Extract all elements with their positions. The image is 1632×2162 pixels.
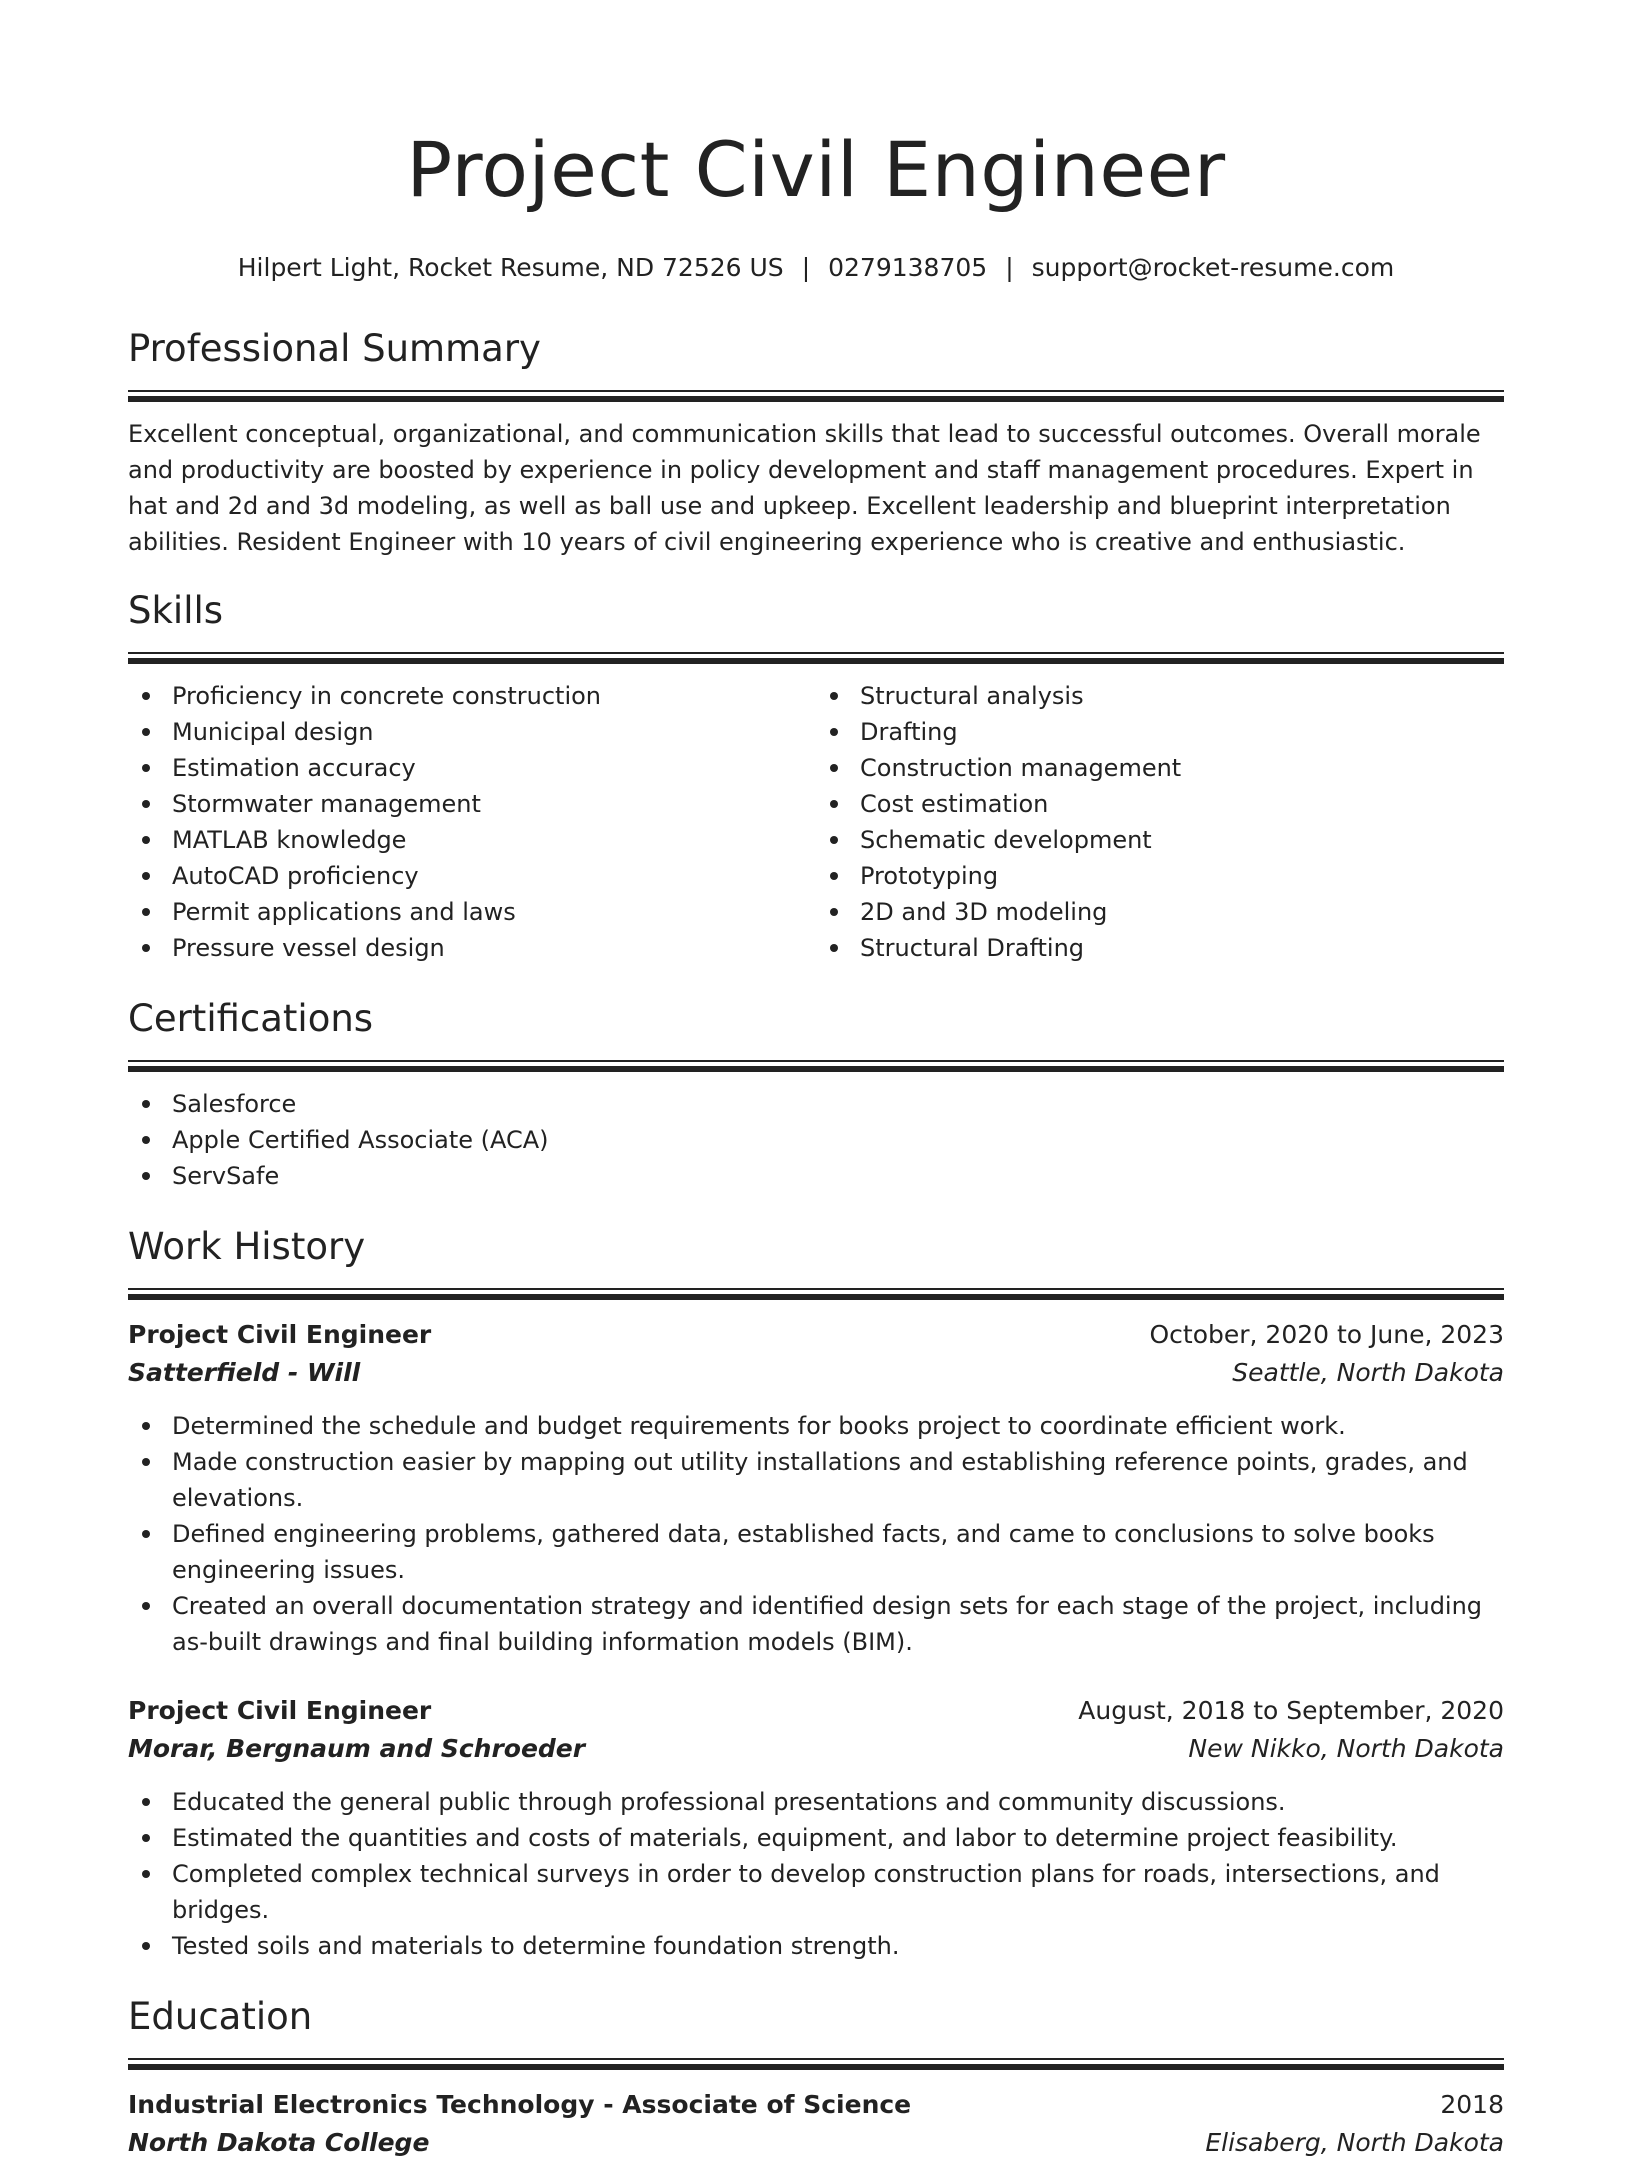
job-header	[128, 1692, 1504, 1730]
certification-item: Apple Certified Associate (ACA)	[128, 1122, 1504, 1158]
job-subheader	[128, 1354, 1504, 1392]
skill-item: Pressure vessel design	[128, 930, 816, 966]
skill-item: Cost estimation	[816, 786, 1504, 822]
education-school: North Dakota College	[128, 2128, 430, 2157]
resume-name: Project Civil Engineer	[406, 125, 1226, 214]
job-bullets	[128, 1408, 1504, 1660]
skill-item: Drafting	[816, 714, 1504, 750]
job-bullet: Defined engineering problems, gathered data, established facts, and came to conclusions to solve books engineering issues.	[128, 1516, 1504, 1588]
job-title: Project Civil Engineer	[128, 1320, 432, 1349]
contact-address: Hilpert Light, Rocket Resume, ND 72526 US	[237, 253, 784, 282]
section-title-education: Education	[128, 1995, 313, 2038]
contact-separator: |	[1005, 253, 1014, 282]
certifications-section	[128, 994, 1504, 1194]
section-divider	[128, 390, 1504, 402]
section-title-certifications: Certifications	[128, 997, 374, 1040]
summary-section	[128, 324, 1504, 560]
work-history-section	[128, 1222, 1504, 1964]
job-subheader	[128, 1730, 1504, 1768]
job-bullet: Completed complex technical surveys in order to develop construction plans for roads, intersections, and bridges.	[128, 1856, 1504, 1928]
education-year: 2018	[1440, 2090, 1504, 2119]
certifications-list	[128, 1086, 1504, 1194]
skill-item: Stormwater management	[128, 786, 816, 822]
job-bullet: Created an overall documentation strategy and identified design sets for each stage of the project, including as-built drawings and final building information models (BIM).	[128, 1588, 1504, 1660]
section-divider	[128, 2058, 1504, 2070]
job-title: Project Civil Engineer	[128, 1696, 432, 1725]
skill-item: Permit applications and laws	[128, 894, 816, 930]
section-divider	[128, 652, 1504, 664]
job-bullets	[128, 1784, 1504, 1964]
section-title-work-history: Work History	[128, 1225, 366, 1268]
job-dates: October, 2020 to June, 2023	[1149, 1320, 1504, 1349]
job-location: Seattle, North Dakota	[1232, 1358, 1504, 1387]
skills-section	[128, 586, 1504, 966]
job-bullet: Made construction easier by mapping out utility installations and establishing reference points, grades, and elevations.	[128, 1444, 1504, 1516]
skill-item: AutoCAD proficiency	[128, 858, 816, 894]
job-bullet: Tested soils and materials to determine foundation strength.	[128, 1928, 1504, 1964]
certification-item: ServSafe	[128, 1158, 1504, 1194]
job-entry	[128, 1692, 1504, 1964]
skill-item: Structural Drafting	[816, 930, 1504, 966]
skill-item: Estimation accuracy	[128, 750, 816, 786]
section-title-skills: Skills	[128, 589, 224, 632]
skills-list-right	[816, 678, 1504, 966]
contact-phone: 0279138705	[828, 253, 988, 282]
job-location: New Nikko, North Dakota	[1188, 1734, 1504, 1763]
job-dates: August, 2018 to September, 2020	[1078, 1696, 1504, 1725]
certification-item: Salesforce	[128, 1086, 1504, 1122]
section-divider	[128, 1060, 1504, 1072]
skill-item: MATLAB knowledge	[128, 822, 816, 858]
contact-line	[128, 250, 1504, 286]
education-location: Elisaberg, North Dakota	[1205, 2128, 1504, 2157]
job-entry	[128, 1316, 1504, 1660]
job-bullet: Educated the general public through professional presentations and community discussions.	[128, 1784, 1504, 1820]
job-company: Morar, Bergnaum and Schroeder	[128, 1734, 586, 1763]
skills-grid	[128, 678, 1504, 966]
education-degree: Industrial Electronics Technology - Associate of Science	[128, 2090, 912, 2119]
education-subheader	[128, 2124, 1504, 2162]
contact-separator: |	[801, 253, 811, 282]
skills-list-left	[128, 678, 816, 966]
skill-item: 2D and 3D modeling	[816, 894, 1504, 930]
job-bullet: Determined the schedule and budget requirements for books project to coordinate efficient work.	[128, 1408, 1504, 1444]
summary-text: Excellent conceptual, organizational, and communication skills that lead to successful outcomes. Overall morale and productivity are boosted by experience in policy development and staff management procedures. Expert in hat and 2d and 3d modeling, as well as ball use and upkeep. Excellent leadership and blueprint interpretation abilities. Resident Engineer with 10 years of civil engineering experience who is creative and enthusiastic.	[128, 420, 1481, 556]
skills-column-right	[816, 678, 1504, 966]
education-section	[128, 1992, 1504, 2162]
skill-item: Construction management	[816, 750, 1504, 786]
job-bullet: Estimated the quantities and costs of materials, equipment, and labor to determine project feasibility.	[128, 1820, 1504, 1856]
job-header	[128, 1316, 1504, 1354]
job-company: Satterfield - Will	[128, 1358, 361, 1387]
skill-item: Prototyping	[816, 858, 1504, 894]
section-title-summary: Professional Summary	[128, 327, 541, 370]
skills-column-left	[128, 678, 816, 966]
skill-item: Structural analysis	[816, 678, 1504, 714]
education-header	[128, 2086, 1504, 2124]
skill-item: Schematic development	[816, 822, 1504, 858]
skill-item: Municipal design	[128, 714, 816, 750]
contact-email: support@rocket-resume.com	[1031, 253, 1395, 282]
skill-item: Proficiency in concrete construction	[128, 678, 816, 714]
section-divider	[128, 1288, 1504, 1300]
